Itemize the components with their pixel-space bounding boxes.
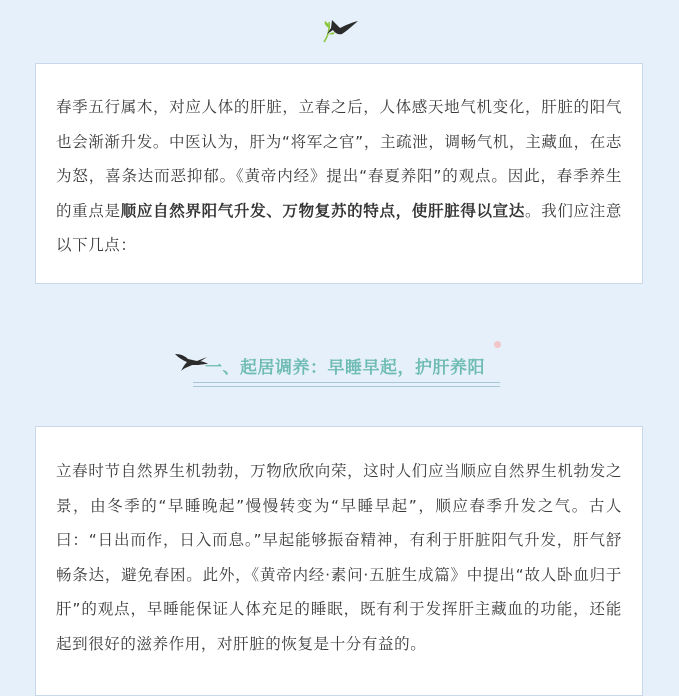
heading-underline: [193, 382, 500, 383]
section-title: 一、起居调养：早睡早起，护肝养阳: [205, 358, 485, 378]
section-heading: [0, 340, 679, 390]
section-paragraph: 立春时节自然界生机勃勃，万物欣欣向荣，这时人们应当顺应自然界生机勃发之景，由冬季的“早睡晚起”慢慢转变为“早睡早起”，顺应春季升发之气。古人曰：“日出而作，日入而息。”早起能够振奋精神，有利于肝脏阳气升发，肝气舒畅条达，避免春困。此外，《黄帝内经·素问·五脏生成篇》中提出“故人卧血归于肝”的观点，早睡能保证人体充足的睡眠，既有利于发挥肝主藏血的功能，还能起到很好的滋养作用，对肝脏的恢复是十分有益的。: [56, 462, 622, 653]
section-card: [35, 426, 643, 696]
intro-text-1: 春季五行属木，对应人体的肝脏，立春之后，人体感天地气机变化，肝脏的阳气也会渐渐升发。中医认为，肝为“将军之官”，主疏泄，调畅气机，主藏血，在志为怒，喜条达而恶抑郁。《黄帝内经》提出“春夏养阳”的观点。因此，春季养生的重点是: [56, 98, 622, 220]
decorative-dot: [494, 341, 501, 348]
heading-underline-2: [193, 386, 500, 387]
intro-text-2: 。我们应注意以下几点：: [56, 201, 622, 254]
intro-card: [35, 63, 643, 284]
swallow-with-twig-icon: [320, 14, 360, 44]
swallow-icon: [173, 346, 209, 372]
intro-paragraph: [56, 90, 622, 263]
intro-bold-text: 顺应自然界阳气升发、万物复苏的特点，使肝脏得以宣达: [120, 201, 526, 220]
